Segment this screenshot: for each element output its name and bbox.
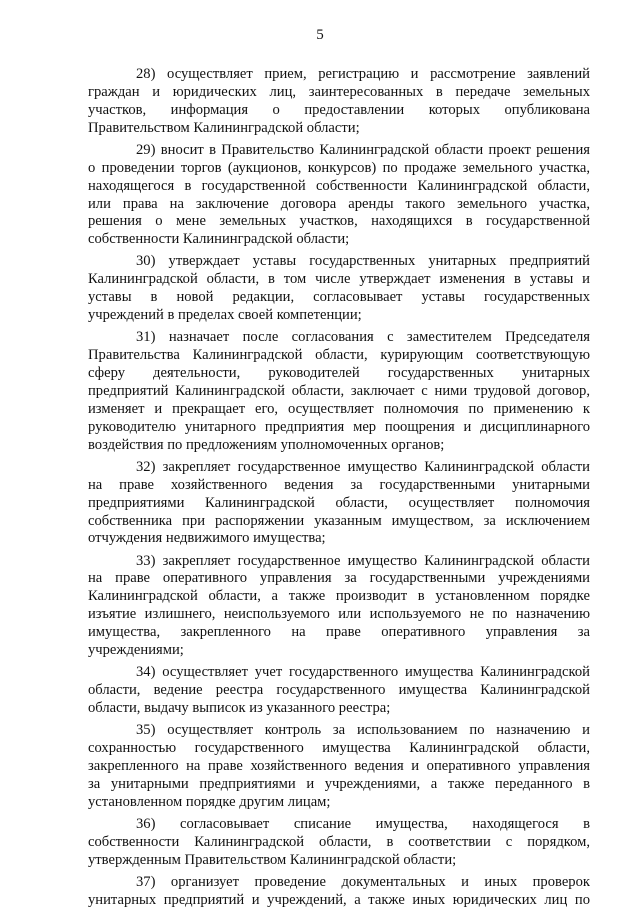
text-line: или права на заключение договора аренды такого земельного участка, xyxy=(88,195,590,212)
page-number: 5 xyxy=(316,27,324,43)
text-line: 28) осуществляет прием, регистрацию и рассмотрение заявлений xyxy=(136,66,590,82)
paragraph xyxy=(88,66,590,138)
text-line: изъятие излишнего, неиспользуемого или используемого не по назначению xyxy=(88,606,590,623)
text-line: предприятий Калининградской области, заключает с ними трудовой договор, xyxy=(88,382,590,399)
text-line: утвержденным Правительством Калининградской области; xyxy=(88,851,457,868)
text-line: граждан и юридических лиц, заинтересованных в передаче земельных xyxy=(88,83,590,100)
text-line: собственника при распоряжении указанным имуществом, за исключением xyxy=(88,512,590,529)
text-line: воздействия по предложениям уполномоченных органов; xyxy=(88,436,445,453)
text-line: 32) закрепляет государственное имущество Калининградской области xyxy=(136,458,590,475)
text-line: 37) организует проведение документальных и иных проверок xyxy=(136,873,590,890)
text-line: изменяет и прекращает его, осуществляет полномочия по применению к xyxy=(88,400,590,417)
text-line: 29) вносит в Правительство Калининградской области проект решения xyxy=(136,141,590,158)
text-line: на праве оперативного управления за государственными учреждениями xyxy=(88,570,590,587)
text-line: 34) осуществляет учет государственного имущества Калининградской xyxy=(136,664,590,681)
text-line: области, ведение реестра государственного имущества Калининградской xyxy=(88,682,590,699)
text-line: отчуждения недвижимого имущества; xyxy=(88,530,326,547)
text-line: 35) осуществляет контроль за использованием по назначению и xyxy=(136,722,590,739)
text-line: Калининградской области, а также производит в установленном порядке xyxy=(88,588,590,605)
text-line: 31) назначает после согласования с заместителем Председателя xyxy=(136,329,590,346)
text-line: учреждений в пределах своей компетенции; xyxy=(88,307,362,324)
paragraph xyxy=(88,329,590,454)
text-line: 30) утверждает уставы государственных унитарных предприятий xyxy=(136,253,590,270)
text-line: установленном порядке другим лицам; xyxy=(88,793,331,810)
paragraph xyxy=(88,142,590,249)
text-line: Калининградской области, в том числе утверждает изменения в уставы и xyxy=(88,271,590,288)
paragraph xyxy=(88,459,590,549)
text-line: находящегося в государственной собственности Калининградской области, xyxy=(88,177,590,194)
text-line: сферу деятельности, руководителей государственных унитарных xyxy=(88,365,590,382)
text-line: 33) закрепляет государственное имущество Калининградской области xyxy=(136,552,590,569)
paragraph xyxy=(88,722,590,812)
text-line: собственности Калининградской области; xyxy=(88,231,350,248)
text-line: участков, информация о предоставлении которых опубликована xyxy=(88,101,590,118)
text-line: сохранностью государственного имущества Калининградской области, xyxy=(88,739,590,756)
paragraph xyxy=(88,253,590,325)
text-line: решения о мене земельных участков, находящихся в государственной xyxy=(88,213,590,230)
text-line: Правительства Калининградской области, курирующим соответствующую xyxy=(88,347,590,364)
text-line: на праве хозяйственного ведения за государственными унитарными xyxy=(88,476,590,493)
text-line: предприятиями Калининградской области, осуществляет полномочия xyxy=(88,494,590,511)
text-line: за унитарными предприятиями и учреждениями, а также переданного в xyxy=(88,775,590,792)
paragraph xyxy=(88,553,590,660)
text-line: 36) согласовывает списание имущества, находящегося в xyxy=(136,815,590,832)
paragraph xyxy=(88,874,590,910)
text-line: Правительством Калининградской области; xyxy=(88,119,360,136)
text-line: закрепленного на праве хозяйственного ведения и оперативного управления xyxy=(88,757,590,774)
text-line: унитарных предприятий и учреждений, а также иных юридических лиц по xyxy=(88,891,590,908)
text-line: уставы в новой редакции, согласовывает уставы государственных xyxy=(88,289,590,306)
text-line: области, выдачу выписок из указанного реестра; xyxy=(88,699,391,716)
text-line: имущества, закрепленного на праве оперативного управления за xyxy=(88,624,590,641)
text-line: о проведении торгов (аукционов, конкурсов) по продаже земельного участка, xyxy=(88,159,590,176)
paragraph xyxy=(88,664,590,718)
text-line: собственности Калининградской области, в соответствии с порядком, xyxy=(88,833,590,850)
text-line: руководителю унитарного предприятия мер поощрения и дисциплинарного xyxy=(88,418,590,435)
text-line: учреждениями; xyxy=(88,642,184,659)
paragraph xyxy=(88,816,590,870)
document-body xyxy=(88,66,590,914)
